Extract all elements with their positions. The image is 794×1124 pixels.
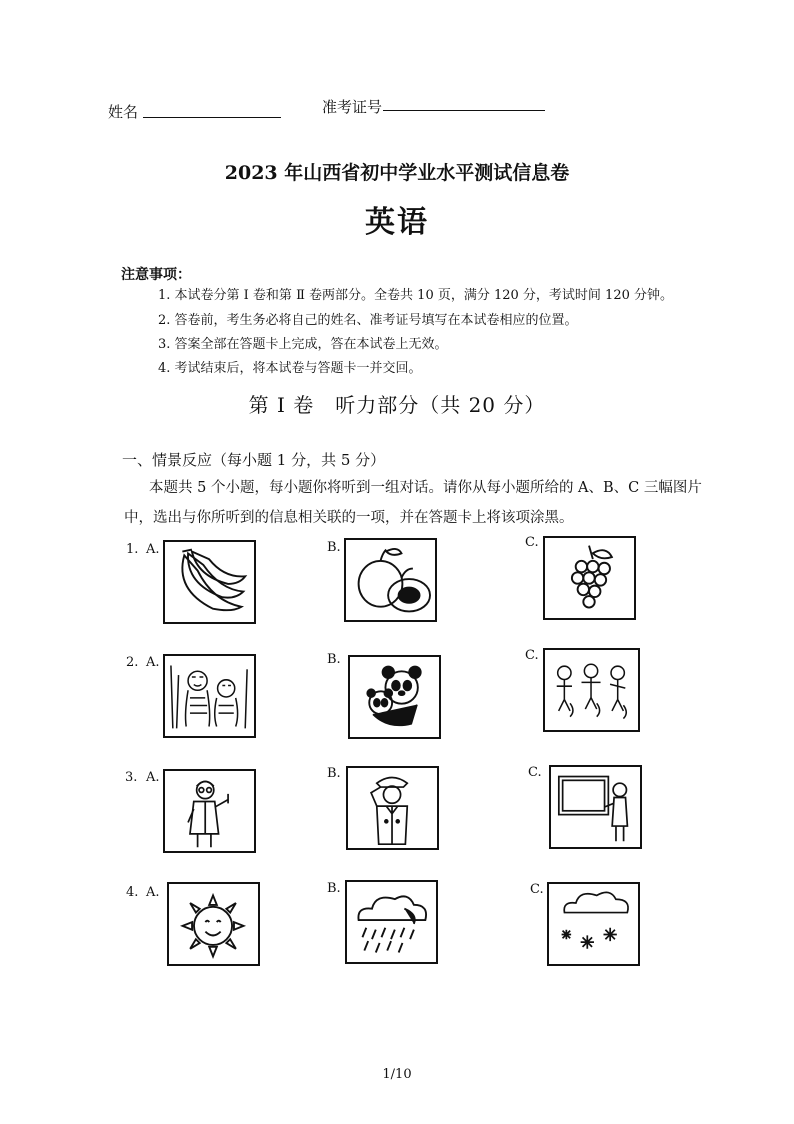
note-item: 1. 本试卷分第 Ⅰ 卷和第 Ⅱ 卷两部分。全卷共 10 页，满分 120 分，考试时间 120 分钟。 [158, 288, 673, 303]
bananas-icon[interactable] [163, 540, 256, 624]
page-number: 1/10 [382, 1067, 412, 1082]
section-heading: 第 Ⅰ 卷 听力部分（共 20 分） [248, 393, 546, 417]
apples-icon[interactable] [344, 538, 437, 622]
instruction-line: 本题共 5 个小题，每小题你将听到一组对话。请你从每小题所给的 A、B、C 三幅图片 [149, 480, 702, 496]
policeman-icon[interactable] [346, 766, 439, 850]
question-number: 4. [126, 885, 139, 900]
grapes-icon[interactable] [543, 536, 636, 620]
option-label: B. [327, 766, 341, 781]
teacher-icon[interactable] [549, 765, 642, 849]
tigers-icon[interactable] [163, 654, 256, 738]
option-label: C. [525, 648, 539, 663]
doctor-icon[interactable] [163, 769, 256, 853]
option-label: B. [327, 540, 341, 555]
note-item: 3. 答案全部在答题卡上完成，答在本试卷上无效。 [158, 337, 448, 352]
option-label: A. [146, 770, 160, 785]
question-number: 1. [126, 542, 139, 557]
name-label: 姓名 [108, 103, 139, 121]
exam-title: 2023 年山西省初中学业水平测试信息卷 [224, 162, 570, 184]
instruction-line: 中，选出与你所听到的信息相关联的一项，并在答题卡上将该项涂黑。 [124, 510, 574, 526]
snow-cloud-icon[interactable] [547, 882, 640, 966]
subject-title: 英语 [365, 205, 429, 240]
pandas-icon[interactable] [348, 655, 441, 739]
option-label: C. [530, 882, 544, 897]
question-number: 3. [125, 770, 138, 785]
option-label: A. [146, 655, 160, 670]
monkeys-icon[interactable] [543, 648, 640, 732]
name-field[interactable] [143, 117, 281, 118]
option-label: B. [327, 881, 341, 896]
part-heading: 一、情景反应（每小题 1 分，共 5 分） [122, 451, 386, 469]
option-label: C. [525, 535, 539, 550]
option-label: A. [146, 542, 160, 557]
rain-cloud-icon[interactable] [345, 880, 438, 964]
sun-icon[interactable] [167, 882, 260, 966]
option-label: C. [528, 765, 542, 780]
exam-number-label: 准考证号 [322, 98, 383, 116]
option-label: B. [327, 652, 341, 667]
question-number: 2. [126, 655, 139, 670]
notes-heading: 注意事项： [121, 267, 191, 283]
note-item: 2. 答卷前，考生务必将自己的姓名、准考证号填写在本试卷相应的位置。 [158, 313, 578, 328]
exam-number-field[interactable] [383, 110, 545, 111]
option-label: A. [146, 885, 160, 900]
note-item: 4. 考试结束后，将本试卷与答题卡一并交回。 [158, 361, 422, 376]
